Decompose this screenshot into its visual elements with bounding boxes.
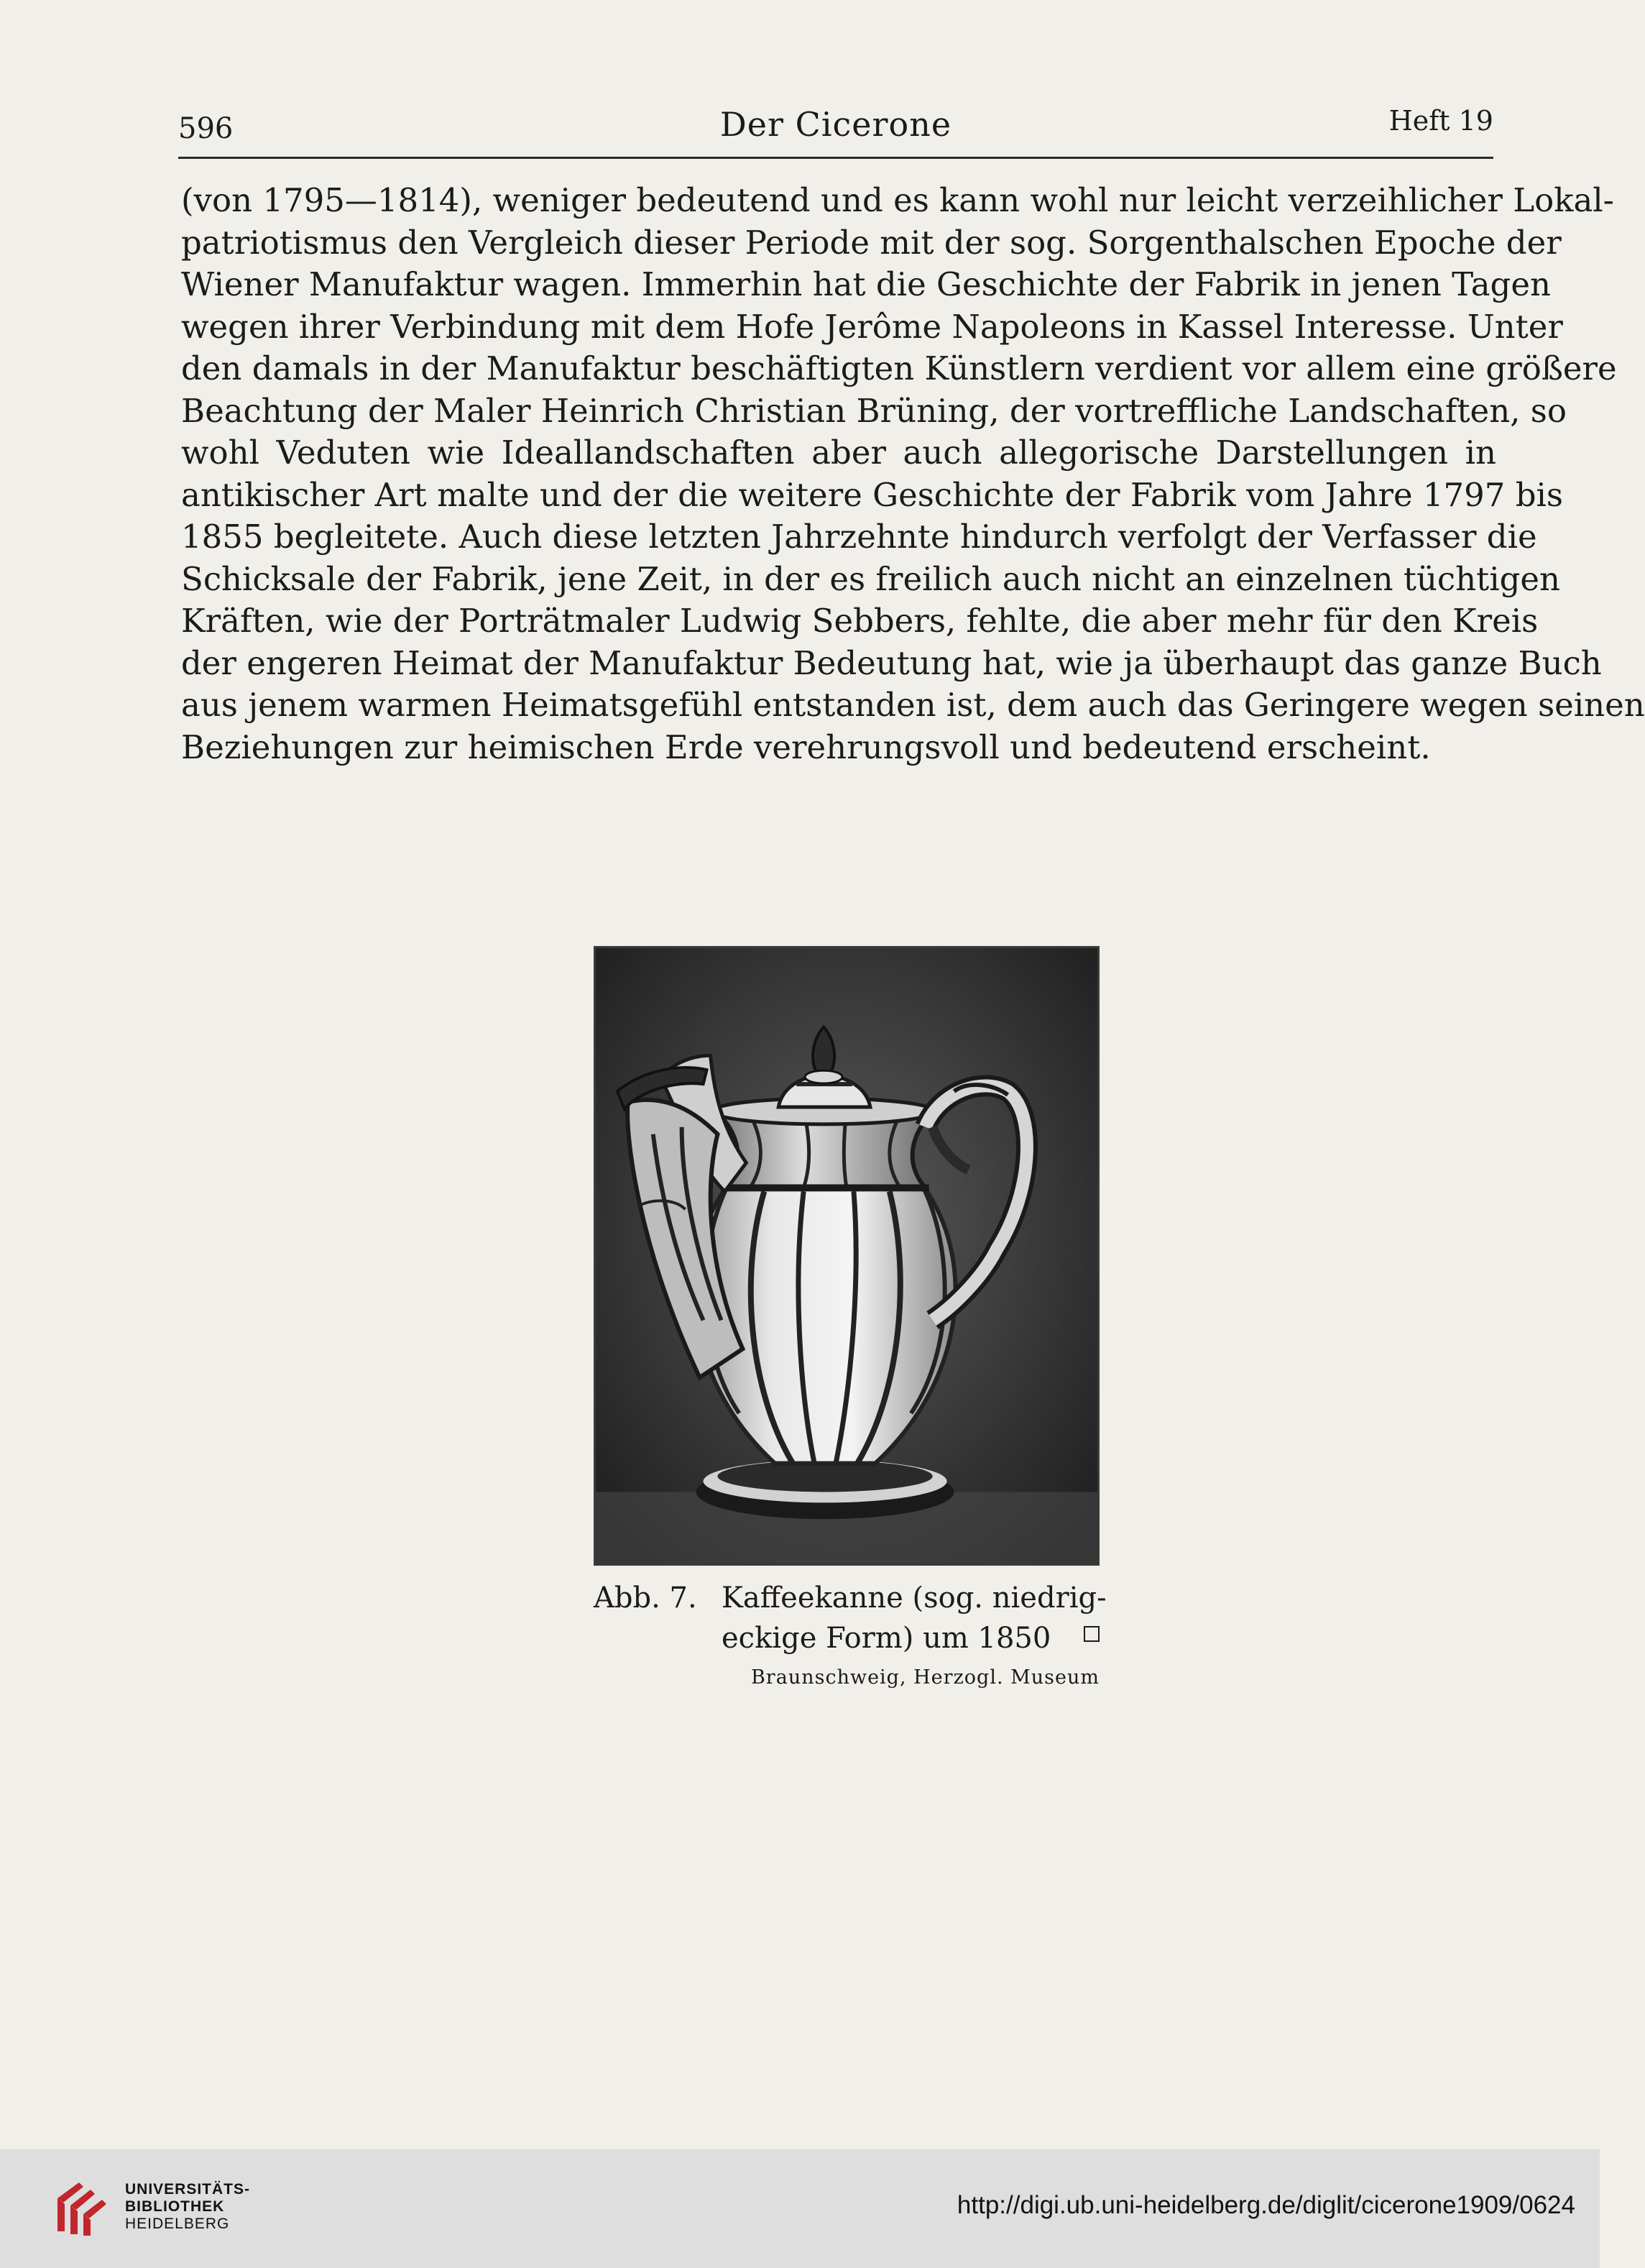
text-line: aus jenem warmen Heimatsgefühl entstanden ist, dem auch das Geringere wegen seinen — [181, 686, 1645, 724]
figure-source: Braunschweig, Herzogl. Museum — [750, 1666, 1100, 1689]
body-text — [181, 180, 1645, 768]
coffee-pot-photo — [594, 946, 1100, 1566]
text-line: 1855 begleitete. Auch diese letzten Jahrzehnte hindurch verfolgt der Verfasser die — [181, 518, 1537, 556]
text-line: den damals in der Manufaktur beschäftigten Künstlern verdient vor allem eine größere — [181, 349, 1617, 387]
library-line-3: HEIDELBERG — [125, 2216, 230, 2232]
figure-label: Abb. 7. — [594, 1581, 697, 1615]
library-line-2: BIBLIOTHEK — [125, 2198, 225, 2215]
running-title: Der Cicerone — [719, 105, 952, 144]
page-number: 596 — [178, 112, 234, 145]
text-line: wohl Veduten wie Ideallandschaften aber auch allegorische Darstellungen in — [181, 433, 1496, 472]
library-footer — [0, 2149, 1600, 2268]
permalink-url[interactable]: http://digi.ub.uni-heidelberg.de/diglit/cicerone1909/0624 — [957, 2191, 1575, 2219]
library-line-1: UNIVERSITÄTS- — [125, 2181, 251, 2198]
text-line: Schicksale der Fabrik, jene Zeit, in der es freilich auch nicht an einzelnen tüchtigen — [181, 559, 1561, 598]
library-name — [125, 2181, 250, 2233]
text-line: wegen ihrer Verbindung mit dem Hofe Jerôme Napoleons in Kassel Interesse. Unter — [181, 307, 1563, 346]
square-ornament-icon — [1084, 1626, 1100, 1642]
header-rule — [178, 157, 1493, 159]
text-line: antikischer Art malte und der die weitere Geschichte der Fabrik vom Jahre 1797 bis — [181, 475, 1564, 514]
text-line: Beziehungen zur heimischen Erde verehrungsvoll und bedeutend erscheint. — [181, 727, 1431, 766]
caption-line-1: Kaffeekanne (sog. niedrig- — [722, 1581, 1107, 1615]
caption-line-2-text: eckige Form) um 1850 — [722, 1622, 1051, 1655]
text-line: (von 1795—1814), weniger bedeutend und es kann wohl nur leicht verzeihlicher Lokal- — [181, 181, 1614, 219]
issue-label: Heft 19 — [1388, 105, 1493, 137]
text-line: Wiener Manufaktur wagen. Immerhin hat die Geschichte der Fabrik in jenen Tagen — [181, 265, 1551, 303]
page-header — [178, 102, 1493, 160]
library-logo-icon — [50, 2177, 111, 2237]
text-line: patriotismus den Vergleich dieser Periode mit der sog. Sorgenthalschen Epoche der — [181, 223, 1562, 262]
caption-line-2 — [722, 1622, 1100, 1655]
text-line: der engeren Heimat der Manufaktur Bedeutung hat, wie ja überhaupt das ganze Buch — [181, 643, 1602, 682]
text-line: Beachtung der Maler Heinrich Christian Brüning, der vortreffliche Landschaften, so — [181, 391, 1567, 430]
text-line: Kräften, wie der Porträtmaler Ludwig Sebbers, fehlte, die aber mehr für den Kreis — [181, 602, 1539, 640]
